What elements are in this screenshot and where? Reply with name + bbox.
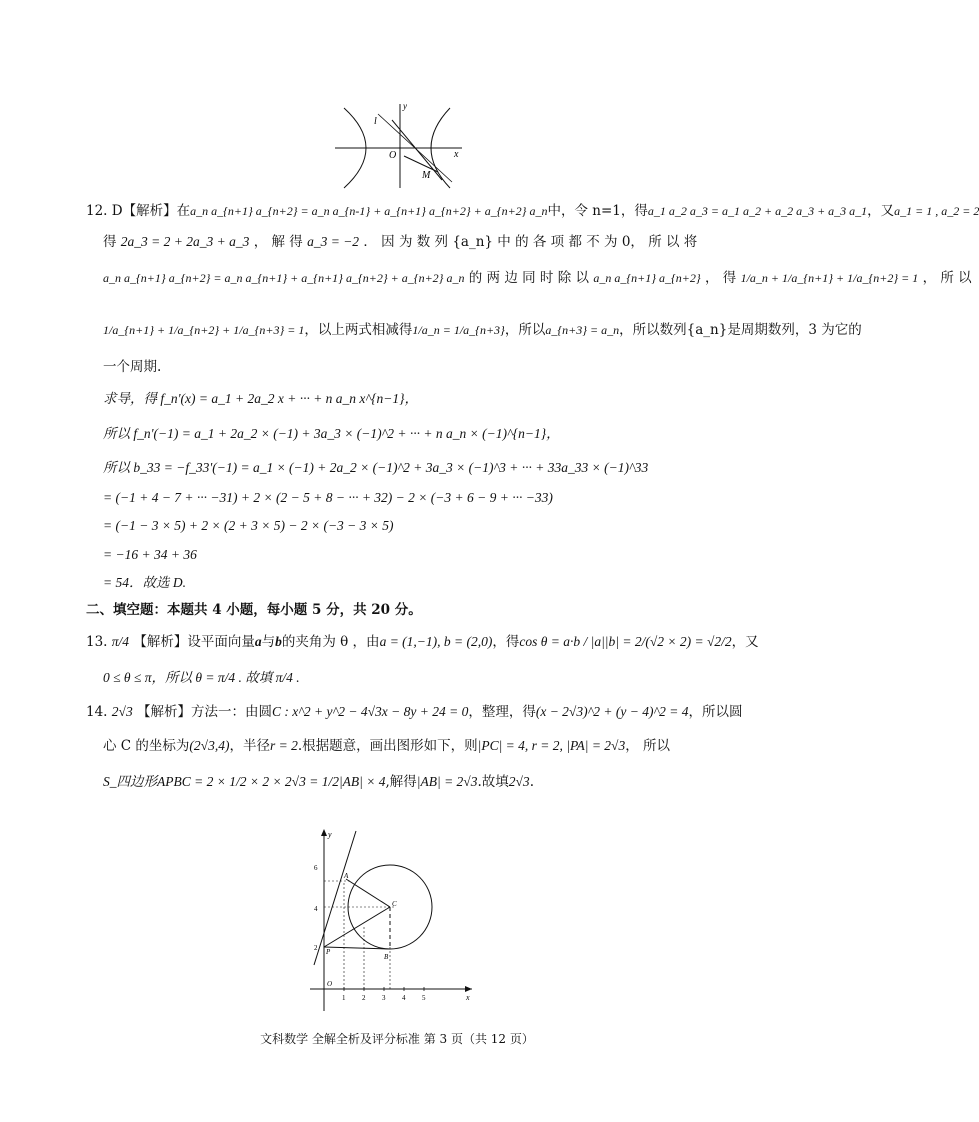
q12-answer: D (111, 203, 123, 219)
q14-answer: 2√3 (111, 704, 133, 719)
q12-text: 的 两 边 同 时 除 以 (468, 270, 590, 286)
x-axis-arrow (465, 986, 472, 992)
q13-line-1 (86, 632, 759, 652)
x-tick-label: 5 (422, 994, 426, 1002)
q12-equation: a_n a_{n+1} a_{n+2} = a_n a_{n+1} + a_{n+1} a_{n+2} + a_{n+2} a_n (103, 271, 465, 285)
q14-equation: |PC| = 4, r = 2, |PA| = 2√3 (477, 738, 626, 753)
q13-vector-b: b (275, 634, 282, 649)
q14-number: 14. (86, 704, 108, 720)
q12-derivation-6: = −16 + 34 + 36 (103, 547, 197, 562)
y-axis-label: y (403, 101, 407, 111)
q13-equation: 0 ≤ θ ≤ π (103, 670, 152, 685)
point-C-label: C (392, 900, 397, 908)
q13-text: ，得 (492, 634, 520, 650)
q14-line-3 (103, 772, 534, 792)
q12-derivation-1: 求导，得 f_n'(x) = a_1 + 2a_2 x + ··· + n a_n x^{n−1}， (103, 391, 419, 406)
origin-label: O (389, 150, 397, 161)
q14-text: 心 C 的坐标为 (103, 738, 190, 754)
q12-text: 在 (176, 203, 191, 219)
y-axis-label: y (328, 830, 332, 839)
q12-text: ，所以数列{a_n}是周期数列，3 为它的 (619, 322, 862, 338)
q12-equation: a_1 = 1 , a_2 = 2 (894, 204, 979, 218)
q13-tag: 【解析】 (133, 634, 188, 650)
x-tick-label: 1 (342, 994, 346, 1002)
q14-text: ,解得 (385, 774, 417, 790)
q14-equation: (2√3,4) (189, 738, 230, 753)
q13-line-2 (103, 668, 300, 688)
x-tick-label: 3 (382, 994, 386, 1002)
q12-text: ，以上两式相减得 (304, 322, 413, 338)
q12-line-1 (86, 201, 979, 221)
y-tick-label: 2 (314, 944, 318, 952)
q12-line-2 (103, 232, 697, 252)
q13-text: 设平面向量 (187, 634, 255, 650)
q12-text: 中，令 n=1，得 (547, 203, 648, 219)
segment-AC (346, 879, 390, 907)
hyperbola-figure (330, 100, 470, 190)
q14-equation: r = 2 (269, 738, 298, 753)
x-axis-label: x (454, 149, 459, 160)
q12-text: ， 得 (705, 270, 737, 286)
q12-line-5 (103, 357, 161, 377)
x-tick-label: 4 (402, 994, 406, 1002)
q12-text: ，又 (867, 203, 895, 219)
q12-number: 12. (86, 203, 108, 219)
q14-equation: (x − 2√3)^2 + (y − 4)^2 = 4 (535, 704, 689, 719)
q14-text: . (529, 774, 534, 790)
q13-text: 与 (261, 634, 276, 650)
q14-equation: S_四边形APBC = 2 × 1/2 × 2 × 2√3 = 1/2|AB| × 4 (103, 774, 386, 789)
origin-label: O (327, 980, 333, 988)
q12-derivation-5: = (−1 − 3 × 5) + 2 × (2 + 3 × 5) − 2 × (−3 − 3 × 5) (103, 518, 394, 533)
q12-line-4 (103, 320, 862, 340)
q14-equation: 2√3 (508, 774, 530, 789)
q14-tag: 【解析】 (137, 704, 191, 720)
q12-derivation-3: 所以 b_33 = −f_33'(−1) = a_1 × (−1) + 2a_2 × (−1)^2 + 3a_3 × (−1)^3 + ··· + 33a_33 × (−1)^33 (103, 460, 649, 475)
q12-text: ， 解 得 (253, 234, 303, 250)
q14-text: .故填 (477, 774, 509, 790)
q13-vector-a: a (254, 634, 262, 649)
q14-line-2 (103, 736, 670, 756)
q12-equation: 1/a_n + 1/a_{n+1} + 1/a_{n+2} = 1 (740, 271, 919, 285)
q12-equation: 1/a_{n+1} + 1/a_{n+2} + 1/a_{n+3} = 1 (103, 323, 305, 337)
segment-PC (324, 907, 390, 947)
y-tick-label: 6 (314, 864, 318, 872)
y-axis-arrow (321, 829, 327, 836)
q12-text: ， 所 以 (922, 270, 972, 286)
q14-text: ，半径 (229, 738, 270, 754)
q12-equation: a_1 a_2 a_3 = a_1 a_2 + a_2 a_3 + a_3 a_1 (647, 204, 868, 218)
q12-equation: 2a_3 = 2 + 2a_3 + a_3 (120, 234, 250, 249)
q14-line-1 (86, 702, 743, 722)
point-P-label: P (326, 948, 331, 956)
q12-text: 一个周期. (103, 359, 162, 375)
line-l-label: l (374, 116, 377, 127)
page-footer: 文科数学 全解全析及评分标准 第 3 页（共 12 页） (260, 1032, 534, 1046)
q13-answer: π/4 (111, 634, 130, 649)
q13-text: ，所以 θ = π/4 . 故填 π/4 . (151, 670, 300, 685)
q12-equation: a_3 = −2 (307, 234, 360, 249)
q14-text: ， 所以 (625, 738, 671, 754)
circle-tangent-figure (300, 825, 480, 1015)
point-A-label: A (344, 872, 349, 880)
q13-equation: a = (1,−1), b = (2,0) (379, 634, 493, 649)
x-tick-label: 2 (362, 994, 366, 1002)
q13-equation: cos θ = a·b / |a||b| = 2/(√2 × 2) = √2/2 (519, 634, 732, 649)
section-heading: 二、填空题：本题共 4 小题，每小题 5 分，共 20 分。 (86, 602, 422, 618)
tangent-line-PA (314, 831, 356, 965)
q12-tag: 【解析】 (122, 203, 177, 219)
q12-derivation-4: = (−1 + 4 − 7 + ··· −31) + 2 × (2 − 5 + 8 − ··· + 32) − 2 × (−3 + 6 − 9 + ··· −33) (103, 490, 553, 505)
x-axis-label: x (466, 993, 470, 1002)
q12-derivation-2: 所以 f_n'(−1) = a_1 + 2a_2 × (−1) + 3a_3 × (−1)^2 + ··· + n a_n × (−1)^{n−1}， (103, 426, 560, 441)
q12-text: 得 (103, 234, 117, 250)
q13-text: 的夹角为 θ ，由 (281, 634, 380, 650)
q12-equation: a_{n+3} = a_n (545, 323, 620, 337)
q12-text: ． 因 为 数 列 {a_n} 中 的 各 项 都 不 为 0， 所 以 将 (363, 234, 698, 250)
point-B-label: B (384, 953, 389, 961)
q12-derivation-7: = 54．故选 D. (103, 575, 186, 590)
q13-number: 13. (86, 634, 108, 650)
q14-text: ，所以圆 (688, 704, 743, 720)
q12-line-3 (103, 268, 972, 288)
y-tick-label: 4 (314, 905, 318, 913)
q12-equation: 1/a_n = 1/a_{n+3} (412, 323, 505, 337)
q14-text: 方法一：由圆 (191, 704, 272, 720)
q13-text: ，又 (731, 634, 759, 650)
q14-text: ，整理，得 (468, 704, 536, 720)
q12-text: ，所以 (504, 322, 546, 338)
q12-equation: a_n a_{n+1} a_{n+2} = a_n a_{n-1} + a_{n+1} a_{n+2} + a_{n+2} a_n (190, 204, 548, 218)
q12-equation: a_n a_{n+1} a_{n+2} (593, 271, 701, 285)
q14-equation: C : x^2 + y^2 − 4√3x − 8y + 24 = 0 (272, 704, 469, 719)
point-M-label: M (422, 170, 431, 181)
q14-text: .根据题意，画出图形如下，则 (297, 738, 478, 754)
q14-equation: |AB| = 2√3 (416, 774, 478, 789)
